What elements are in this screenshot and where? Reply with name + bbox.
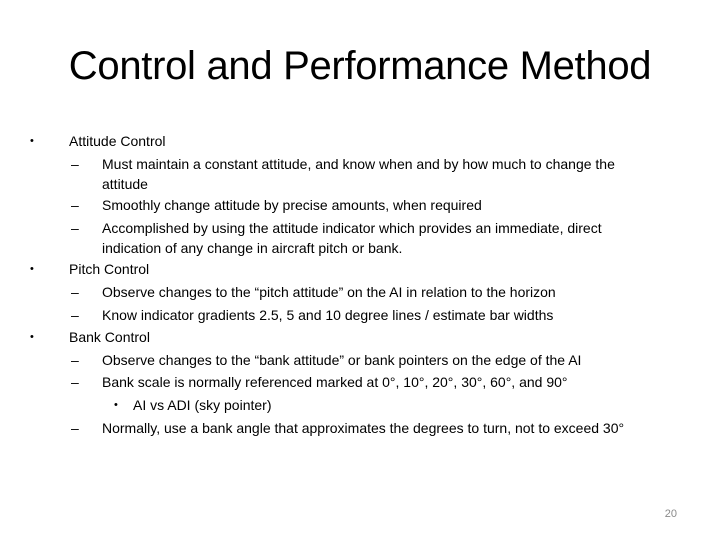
sub-sub-bullet: [30, 394, 680, 417]
dash-icon: –: [71, 419, 79, 436]
sub-bullet-text: Observe changes to the “pitch attitude” on the AI in relation to the horizon: [102, 283, 556, 300]
dash-icon: –: [71, 374, 79, 391]
bullet-heading: Pitch Control: [69, 261, 150, 278]
sub-bullet-text: Normally, use a bank angle that approximates the degrees to turn, not to exceed 30°: [102, 419, 625, 436]
sub-bullet-text: Must maintain a constant attitude, and know when and by how much to change the: [102, 155, 615, 172]
dash-icon: –: [71, 197, 79, 214]
sub-sub-bullet-text: AI vs ADI (sky pointer): [133, 396, 272, 413]
slide-title: Control and Performance Method: [68, 44, 652, 88]
sub-bullet: [30, 194, 680, 217]
sub-bullet: [30, 281, 680, 304]
bullet-heading: Bank Control: [69, 329, 150, 346]
page-number: 20: [664, 508, 677, 520]
sub-bullet: [30, 304, 680, 327]
sub-bullet: [30, 153, 680, 195]
bullet-dot-icon: •: [30, 135, 34, 147]
dash-icon: –: [71, 219, 79, 236]
dash-icon: –: [71, 155, 79, 172]
sub-bullet-text-continued: attitude: [102, 176, 148, 193]
bullet-attitude-control: [30, 130, 680, 153]
sub-bullet-text: Know indicator gradients 2.5, 5 and 10 degree lines / estimate bar widths: [102, 306, 554, 323]
sub-bullet-text: Observe changes to the “bank attitude” or bank pointers on the edge of the AI: [102, 351, 582, 368]
bullet-pitch-control: [30, 258, 680, 281]
bullet-heading: Attitude Control: [69, 133, 166, 149]
sub-bullet: [30, 217, 680, 259]
sub-bullet-text: Smoothly change attitude by precise amounts, when required: [102, 197, 482, 214]
dash-icon: –: [71, 283, 79, 300]
sub-bullet-text: Accomplished by using the attitude indicator which provides an immediate, direct: [102, 219, 602, 236]
dash-icon: –: [71, 306, 79, 323]
sub-bullet-text-continued: indication of any change in aircraft pitch or bank.: [102, 240, 403, 257]
sub-bullet-text: Bank scale is normally referenced marked at 0°, 10°, 20°, 30°, 60°, and 90°: [102, 374, 568, 391]
bullet-dot-icon: •: [114, 398, 118, 411]
bullet-dot-icon: •: [30, 331, 34, 344]
sub-bullet: [30, 371, 680, 394]
sub-bullet: [30, 417, 680, 440]
bullet-bank-control: [30, 326, 680, 349]
slide-body: [30, 130, 680, 439]
bullet-dot-icon: •: [30, 263, 34, 276]
sub-bullet: [30, 349, 680, 372]
dash-icon: –: [71, 351, 79, 368]
